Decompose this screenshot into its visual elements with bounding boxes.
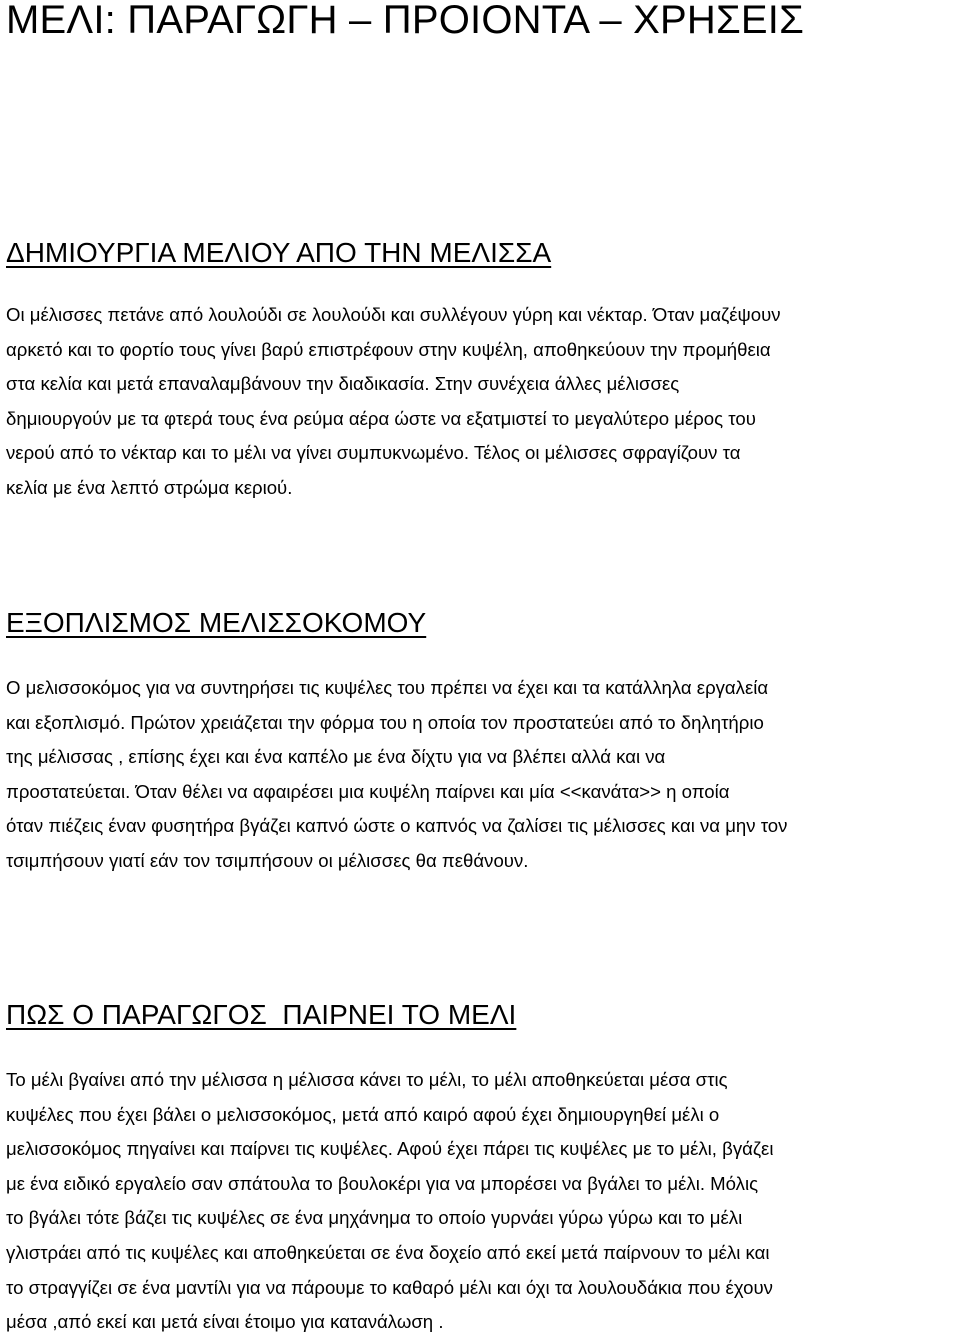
section-paragraph-honey-creation [6, 298, 956, 506]
paragraph-line: στα κελία και μετά επαναλαμβάνουν την διαδικασία. Στην συνέχεια άλλες μέλισσες [6, 373, 680, 395]
paragraph-line: μελισσοκόμος πηγαίνει και παίρνει τις κυψέλες. Αφού έχει πάρει τις κυψέλες με το μέλι, βγάζει [6, 1138, 774, 1160]
paragraph-line: και εξοπλισμό. Πρώτον χρειάζεται την φόρμα του η οποία τον προστατεύει από το δηλητήριο [6, 711, 764, 733]
paragraph-line: τσιμπήσουν γιατί εάν τον τσιμπήσουν οι μέλισσες θα πεθάνουν. [6, 849, 529, 871]
paragraph-line: προστατεύεται. Όταν θέλει να αφαιρέσει μια κυψέλη παίρνει και μία <<κανάτα>> η οποία [6, 780, 730, 802]
paragraph-line: κυψέλες που έχει βάλει ο μελισσοκόμος, μετά από καιρό αφού έχει δημιουργηθεί μέλι ο [6, 1103, 720, 1125]
paragraph-line: κελία με ένα λεπτό στρώμα κεριού. [6, 476, 293, 498]
paragraph-line: γλιστράει από τις κυψέλες και αποθηκεύεται σε ένα δοχείο από εκεί μετά παίρνουν το μέλι και [6, 1241, 770, 1263]
paragraph-line: όταν πιέζεις έναν φυσητήρα βγάζει καπνό ώστε ο καπνός να ζαλίσει τις μέλισσες και να μην τον [6, 815, 788, 837]
paragraph-line: με ένα ειδικό εργαλείο σαν σπάτουλα το βουλοκέρι για να μπορέσει να βγάλει το μέλι. Μόλις [6, 1172, 759, 1194]
section-paragraph-honey-harvest [6, 1063, 956, 1340]
section-heading-honey-harvest: ΠΩΣ Ο ΠΑΡΑΓΩΓΟΣ ΠΑΙΡΝΕΙ ΤΟ ΜΕΛΙ [6, 999, 517, 1030]
section-heading-honey-creation: ΔΗΜΙΟΥΡΓΙΑ ΜΕΛΙΟΥ ΑΠΟ ΤΗΝ ΜΕΛΙΣΣΑ [6, 237, 552, 268]
paragraph-line: Οι μέλισσες πετάνε από λουλούδι σε λουλούδι και συλλέγουν γύρη και νέκταρ. Όταν μαζέψουν [6, 304, 781, 325]
document-title: ΜΕΛΙ: ΠΑΡΑΓΩΓΗ – ΠΡΟΙΟΝΤΑ – ΧΡΗΣΕΙΣ [6, 0, 805, 42]
paragraph-line: Ο μελισσοκόμος για να συντηρήσει τις κυψέλες του πρέπει να έχει και τα κατάλληλα εργαλεία [6, 677, 769, 698]
paragraph-line: αρκετό και το φορτίο τους γίνει βαρύ επιστρέφουν στην κυψέλη, αποθηκεύουν την προμήθεια [6, 338, 771, 360]
paragraph-line: το βγάλει τότε βάζει τις κυψέλες σε ένα μηχάνημα το οποίο γυρνάει γύρω γύρω και το μέλι [6, 1207, 743, 1229]
section-paragraph-beekeeper-equipment [6, 671, 956, 879]
section-heading-beekeeper-equipment: ΕΞΟΠΛΙΣΜΟΣ ΜΕΛΙΣΣΟΚΟΜΟΥ [6, 607, 427, 638]
paragraph-line: της μέλισσας , επίσης έχει και ένα καπέλο με ένα δίχτυ για να βλέπει αλλά και να [6, 746, 666, 768]
paragraph-line: δημιουργούν με τα φτερά τους ένα ρεύμα αέρα ώστε να εξατμιστεί το μεγαλύτερο μέρος του [6, 407, 756, 429]
paragraph-line: μέσα ,από εκεί και μετά είναι έτοιμο για κατανάλωση . [6, 1311, 444, 1333]
paragraph-line: το στραγγίζει σε ένα μαντίλι για να πάρουμε το καθαρό μέλι και όχι τα λουλουδάκια που έχουν [6, 1276, 773, 1298]
paragraph-line: Το μέλι βγαίνει από την μέλισσα η μέλισσα κάνει το μέλι, το μέλι αποθηκεύεται μέσα στις [6, 1069, 728, 1090]
paragraph-line: νερού από το νέκταρ και το μέλι να γίνει συμπυκνωμένο. Τέλος οι μέλισσες σφραγίζουν τα [6, 442, 741, 464]
